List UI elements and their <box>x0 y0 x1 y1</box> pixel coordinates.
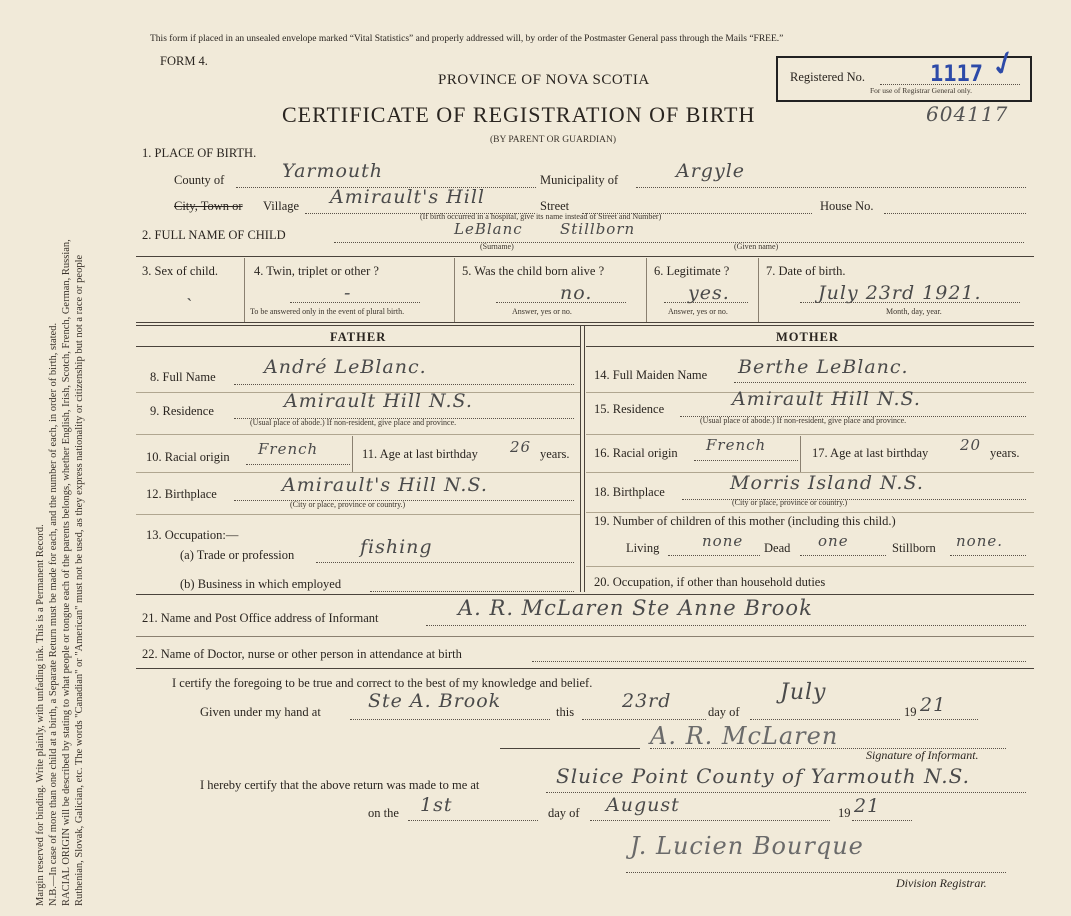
given-place-line <box>350 719 550 720</box>
registrar-day-value: 1st <box>420 794 453 816</box>
born-alive-note: Answer, yes or no. <box>512 307 572 316</box>
parent-column-divider-2 <box>584 326 585 592</box>
mother-name-label: 14. Full Maiden Name <box>594 368 708 382</box>
father-birthplace-value: Amirault's Hill N.S. <box>282 474 488 496</box>
mother-race-label: 16. Racial origin <box>594 446 678 460</box>
year-line <box>918 719 978 720</box>
row3-divider-2 <box>454 258 455 322</box>
child-name-line <box>334 242 1024 243</box>
doctor-line <box>532 661 1026 662</box>
stillborn-value: none. <box>956 532 1003 550</box>
date-of-birth-line <box>800 302 1020 303</box>
hospital-note: (If birth occurred in a hospital, give its name instead of Street and Number) <box>420 212 662 221</box>
father-row-rule-2 <box>136 434 580 435</box>
father-name-value: André LeBlanc. <box>264 356 427 378</box>
doctor-rule <box>136 668 1034 669</box>
child-given-value: Stillborn <box>560 220 636 238</box>
twin-note: To be answered only in the event of plural birth. <box>250 307 405 316</box>
father-age-label: 11. Age at last birthday <box>362 447 478 461</box>
business-line <box>370 591 574 592</box>
county-label: County of <box>174 173 225 187</box>
father-age-value: 26 <box>510 438 532 456</box>
registered-note: For use of Registrar General only. <box>870 86 972 95</box>
child-surname-value: LeBlanc <box>454 220 523 238</box>
registered-label: Registered No. <box>790 70 865 84</box>
registrar-day-of-label: day of <box>548 806 580 820</box>
mother-birthplace-note: (City or place, province or country.) <box>732 498 848 507</box>
mother-race-value: French <box>706 436 767 454</box>
dead-line <box>800 555 886 556</box>
municipality-label: Municipality of <box>540 173 619 187</box>
mother-row-rule-2 <box>586 434 1034 435</box>
father-row-rule-3 <box>136 472 580 473</box>
informant-signature-label: Signature of Informant. <box>866 748 979 762</box>
dead-label: Dead <box>764 541 791 555</box>
father-name-line <box>234 384 574 385</box>
child-name-label: 2. FULL NAME OF CHILD <box>142 228 286 242</box>
row3-divider-1 <box>244 258 245 322</box>
on-the-label: on the <box>368 806 399 820</box>
sex-label: 3. Sex of child. <box>142 264 219 278</box>
certify-statement: I certify the foregoing to be true and correct to the best of my knowledge and belief. <box>172 676 593 690</box>
registrar-month-line <box>590 820 830 821</box>
born-alive-line <box>496 302 626 303</box>
registrar-place-line <box>546 792 1026 793</box>
father-residence-note: (Usual place of abode.) If non-resident, give place and province. <box>250 418 457 427</box>
row3-top-rule <box>136 256 1034 257</box>
mother-residence-note: (Usual place of abode.) If non-resident, give place and province. <box>700 416 907 425</box>
county-value: Yarmouth <box>282 160 384 182</box>
father-race-line <box>246 464 350 465</box>
father-residence-value: Amirault Hill N.S. <box>284 390 473 412</box>
registrar-year-line <box>852 820 912 821</box>
father-age-years: years. <box>540 447 570 461</box>
margin-note-4: Ruthenian, Slovak, Galician, etc. The words "Canadian" or "American" must not be used, as they express nationality or citizenship but not a race or people <box>74 254 85 906</box>
month-value: July <box>780 680 827 705</box>
living-line <box>668 555 760 556</box>
mother-age-label: 17. Age at last birthday <box>812 446 929 460</box>
row3-bottom-rule <box>136 322 1034 326</box>
village-value: Amirault's Hill <box>330 186 485 208</box>
living-label: Living <box>626 541 660 555</box>
row3-divider-4 <box>758 258 759 322</box>
sex-value: ˎ <box>186 280 194 302</box>
mother-name-line <box>734 382 1026 383</box>
twin-value: - <box>344 282 352 304</box>
registrar-place-value: Sluice Point County of Yarmouth N.S. <box>556 764 970 788</box>
day-line <box>582 719 706 720</box>
surname-note: (Surname) <box>480 242 514 251</box>
date-of-birth-value: July 23rd 1921. <box>818 282 982 304</box>
month-line <box>750 719 900 720</box>
given-name-note: (Given name) <box>734 242 779 251</box>
registrar-month-value: August <box>606 794 680 816</box>
legitimate-line <box>664 302 748 303</box>
mother-row-rule-5 <box>586 566 1034 567</box>
doctor-label: 22. Name of Doctor, nurse or other person in attendance at birth <box>142 647 462 661</box>
living-value: none <box>702 532 744 550</box>
mother-residence-value: Amirault Hill N.S. <box>732 388 921 410</box>
mother-residence-label: 15. Residence <box>594 402 665 416</box>
dead-value: one <box>818 532 849 550</box>
mother-birthplace-value: Morris Island N.S. <box>730 472 924 494</box>
postal-note: This form if placed in an unsealed envelope marked “Vital Statistics” and properly addressed will, by order of the Postmaster General pass through the Mails “FREE.” <box>150 34 784 44</box>
trade-label: (a) Trade or profession <box>180 548 295 562</box>
margin-note-1: Margin reserved for binding. Write plainly, with unfading ink. This is a Permanent Record. <box>35 524 46 906</box>
mother-heading: MOTHER <box>776 330 839 344</box>
binding-margin <box>0 0 128 916</box>
house-no-line <box>884 213 1026 214</box>
street-label: Street <box>540 199 570 213</box>
mother-name-value: Berthe LeBlanc. <box>738 356 909 378</box>
father-birthplace-note: (City or place, province or country.) <box>290 500 406 509</box>
trade-value: fishing <box>360 536 433 558</box>
father-race-value: French <box>258 440 319 458</box>
stillborn-line <box>950 555 1026 556</box>
twin-label: 4. Twin, triplet or other ? <box>254 264 379 278</box>
place-of-birth-heading: 1. PLACE OF BIRTH. <box>142 146 257 160</box>
certificate-subtitle: (BY PARENT OR GUARDIAN) <box>490 135 617 145</box>
margin-notes <box>34 26 86 906</box>
registrar-year-value: 21 <box>854 795 881 817</box>
signature-rule <box>500 748 640 749</box>
stamp-number: 604117 <box>926 102 1009 126</box>
mother-race-divider <box>800 436 801 472</box>
children-count-label: 19. Number of children of this mother (including this child.) <box>594 514 896 528</box>
year-value: 21 <box>920 694 947 716</box>
village-label: Village <box>263 199 300 213</box>
mother-age-years: years. <box>990 446 1020 460</box>
father-residence-label: 9. Residence <box>150 404 214 418</box>
born-alive-value: no. <box>560 282 593 304</box>
informant-rule <box>136 636 1034 637</box>
margin-note-2: N.B.—In case of more than one child at a birth, a Separate Return must be made for each, and the number of each, in order of birth, stated. <box>48 322 59 906</box>
margin-note-3: RACIAL ORIGIN will be described by stating to what people or tongue each of the parents belongs, whether English, Irish, Scotch, French, German, Russian, <box>61 239 72 906</box>
house-no-label: House No. <box>820 199 874 213</box>
father-heading-rule <box>136 346 580 347</box>
father-row-rule-4 <box>136 514 580 515</box>
legitimate-label: 6. Legitimate ? <box>654 264 730 278</box>
mother-race-line <box>694 460 798 461</box>
city-town-label: City, Town or <box>174 199 243 213</box>
mother-heading-rule <box>586 346 1034 347</box>
registrar-signature-label: Division Registrar. <box>896 876 987 890</box>
informant-signature: A. R. McLaren <box>650 722 839 750</box>
registrar-statement: I hereby certify that the above return was made to me at <box>200 778 480 792</box>
registrar-year-prefix: 19 <box>838 806 851 820</box>
day-value: 23rd <box>622 690 672 712</box>
municipality-line <box>636 187 1026 188</box>
twin-line <box>290 302 420 303</box>
informant-label: 21. Name and Post Office address of Informant <box>142 611 379 625</box>
day-of-label: day of <box>708 705 740 719</box>
check-mark-icon: ✓ <box>984 42 1025 87</box>
row3-divider-3 <box>646 258 647 322</box>
registered-number: 1117 <box>930 62 983 87</box>
informant-line <box>426 625 1026 626</box>
informant-value: A. R. McLaren Ste Anne Brook <box>458 596 813 620</box>
certificate-title: CERTIFICATE OF REGISTRATION OF BIRTH <box>282 102 756 127</box>
father-race-label: 10. Racial origin <box>146 450 230 464</box>
parents-bottom-rule <box>136 594 1034 595</box>
registrar-signature: J. Lucien Bourque <box>630 832 864 860</box>
legitimate-note: Answer, yes or no. <box>668 307 728 316</box>
municipality-value: Argyle <box>676 160 746 182</box>
form-number: FORM 4. <box>160 54 208 68</box>
parent-column-divider <box>580 326 581 592</box>
registrar-signature-line <box>626 872 1006 873</box>
father-occupation-label: 13. Occupation:— <box>146 528 239 542</box>
father-name-label: 8. Full Name <box>150 370 216 384</box>
year-prefix: 19 <box>904 705 917 719</box>
date-of-birth-note: Month, day, year. <box>886 307 942 316</box>
father-heading: FATHER <box>330 330 387 344</box>
given-under-label: Given under my hand at <box>200 705 321 719</box>
mother-birthplace-label: 18. Birthplace <box>594 485 665 499</box>
this-label: this <box>556 705 575 719</box>
date-of-birth-label: 7. Date of birth. <box>766 264 846 278</box>
born-alive-label: 5. Was the child born alive ? <box>462 264 605 278</box>
registrar-day-line <box>408 820 538 821</box>
trade-line <box>316 562 574 563</box>
mother-occupation-label: 20. Occupation, if other than household duties <box>594 575 826 589</box>
father-race-divider <box>352 436 353 472</box>
province-heading: PROVINCE OF NOVA SCOTIA <box>438 72 650 88</box>
legitimate-value: yes. <box>688 282 730 304</box>
business-label: (b) Business in which employed <box>180 577 342 591</box>
mother-row-rule-4 <box>586 512 1034 513</box>
given-place-value: Ste A. Brook <box>368 690 502 712</box>
stillborn-label: Stillborn <box>892 541 936 555</box>
father-birthplace-label: 12. Birthplace <box>146 487 217 501</box>
mother-age-value: 20 <box>960 436 982 454</box>
